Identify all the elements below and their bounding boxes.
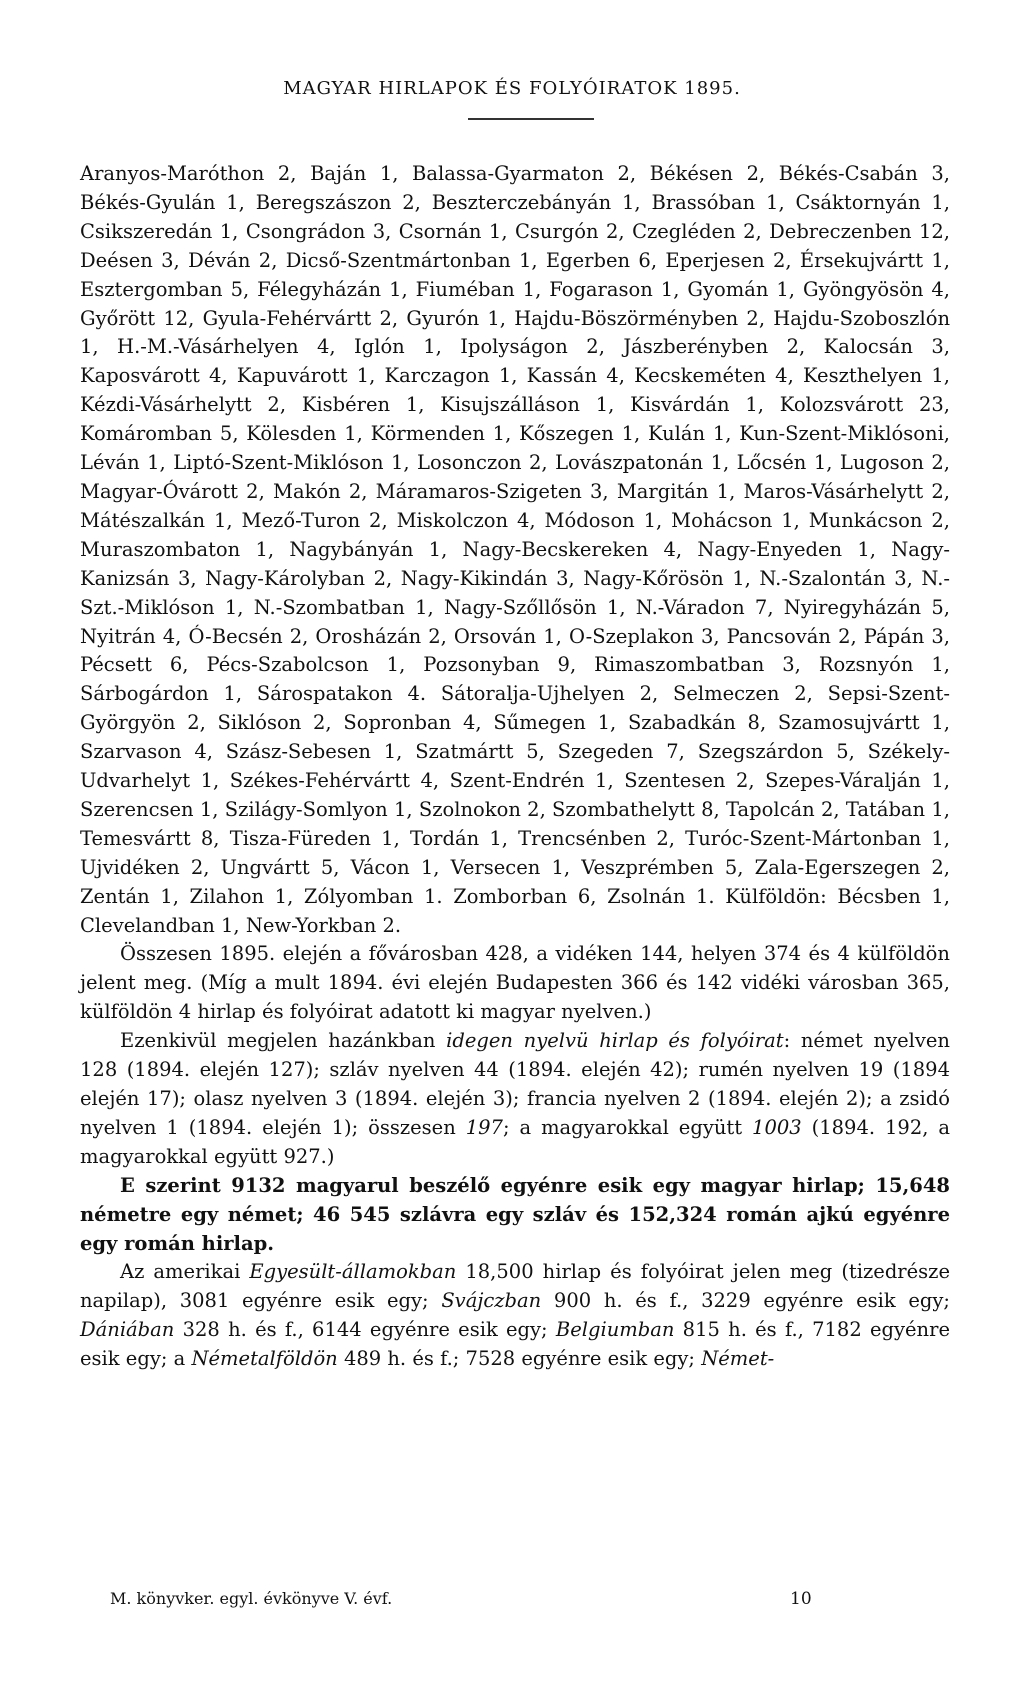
running-header: MAGYAR HIRLAPOK ÉS FOLYÓIRATOK 1895. xyxy=(283,78,741,99)
text-span: 815 h. és f., 7182 egyénre esik egy; a xyxy=(80,1318,950,1371)
italic-number: 197 xyxy=(465,1115,503,1139)
paragraph-totals: Összesen 1895. elején a fővárosban 428, a vidéken 144, helyen 374 és 4 külföldön jelent meg. (Míg a mult 1894. évi elején Budapesten 366 és 142 vidéki városban 365, külföldön 4 hirlap és folyóirat adatott ki magyar nyelven.) xyxy=(80,942,950,1024)
paragraph-city-list: Aranyos-Maróthon 2, Baján 1, Balassa-Gyarmaton 2, Békésen 2, Békés-Csabán 3, Békés-Gyulán 1, Beregszászon 2, Beszterczebányán 1, Brassóban 1, Csáktornyán 1, Csikszeredán 1, Csongrádon 3, Csornán 1, Csurgón 2, Czegléden 2, Debreczenben 12, Deésen 3, Déván 2, Dicső-Szentmártonban 1, Egerben 6, Eperjesen 2, Érsekujvártt 1, Esztergomban 5, Félegyházán 1, Fiuméban 1, Fogarason 1, Gyomán 1, Gyöngyösön 4, Győrött 12, Gyula-Fehérvártt 2, Gyurón 1, Hajdu-Böszörményben 2, Hajdu-Szoboszlón 1, H.-M.-Vásárhelyen 4, Iglón 1, Ipolyságon 2, Jászberényben 2, Kalocsán 3, Kaposvárott 4, Kapuvárott 1, Karczagon 1, Kassán 4, Kecskeméten 4, Keszthelyen 1, Kézdi-Vásárhelytt 2, Kisbéren 1, Kisujszálláson 1, Kisvárdán 1, Kolozsvárott 23, Komáromban 5, Kölesden 1, Körmenden 1, Kőszegen 1, Kulán 1, Kun-Szent-Miklósoni, Léván 1, Liptó-Szent-Miklóson 1, Losonczon 2, Lovászpatonán 1, Lőcsén 1, Lugoson 2, Magyar-Óvárott 2, Makón 2, Máramaros-Szigeten 3, Margitán 1, Maros-Vásárhelytt 2, Mátészalkán 1, Mező-Turon 2, Miskolczon 4, Módoson 1, Mohácson 1, Munkácson 2, Muraszombaton 1, Nagybányán 1, Nagy-Becskereken 4, Nagy-Enyeden 1, Nagy-Kanizsán 3, Nagy-Károlyban 2, Nagy-Kikindán 3, Nagy-Kőrösön 1, N.-Szalontán 3, N.-Szt.-Miklóson 1, N.-Szombatban 1, Nagy-Szőllősön 1, N.-Váradon 7, Nyiregyházán 5, Nyitrán 4, Ó-Becsén 2, Orosházán 2, Orsován 1, O-Szeplakon 3, Pancsován 2, Pápán 3, Pécsett 6, Pécs-Szabolcson 1, Pozsonyban 9, Rimaszombatban 3, Rozsnyón 1, Sárbogárdon 1, Sárospatakon 4. Sátoralja-Ujhelyen 2, Selmeczen 2, Sepsi-Szent-Györgyön 2, Siklóson 2, Sopronban 4, Sűmegen 1, Szabadkán 8, Szamosujvártt 1, Szarvason 4, Szász-Sebesen 1, Szatmártt 5, Szegeden 7, Szegszárdon 5, Székely-Udvarhelyt 1, Székes-Fehérvártt 4, Szent-Endrén 1, Szentesen 2, Szepes-Váralján 1, Szerencsen 1, Szilágy-Somlyon 1, Szolnokon 2, Szombathelytt 8, Tapolcán 2, Tatában 1, Temesvártt 8, Tisza-Füreden 1, Tordán 1, Trencsénben 2, Turóc-Szent-Mártonban 1, Ujvidéken 2, Ungvártt 5, Vácon 1, Versecen 1, Veszprémben 5, Zala-Egerszegen 2, Zentán 1, Zilahon 1, Zólyomban 1. Zomborban 6, Zsolnán 1. Külföldön: Bécsben 1, Clevelandban 1, New-Yorkban 2. xyxy=(80,162,950,937)
text-span: : német nyelven 128 (1894. elején 127); szláv nyelven 44 (1894. elején 42); rumén nyelven 19 (1894 elején 17); olasz nyelven 3 (1894. elején 3); francia nyelven 2 (1894. elején 2); a zsidó nyelven 1 (1894. elején 1); összesen xyxy=(80,1029,950,1139)
paragraph-foreign-language xyxy=(80,1027,950,1172)
text-span: (1894. 192, a magyarokkal együtt 927.) xyxy=(80,1115,950,1168)
italic-country: Németalföldön xyxy=(191,1347,338,1371)
italic-phrase: idegen nyelvü hirlap és folyóirat xyxy=(446,1029,784,1053)
header-rule xyxy=(468,118,594,120)
text-span: Ezenkivül megjelen hazánkban xyxy=(120,1029,447,1053)
paragraph-per-capita: E szerint 9132 magyarul beszélő egyénre esik egy magyar hirlap; 15,648 németre egy német; 46 545 szlávra egy szláv és 152,324 román ajkú egyénre egy román hirlap. xyxy=(80,1173,950,1255)
italic-country: Svájczban xyxy=(441,1289,542,1313)
text-span: 328 h. és f., 6144 egyénre esik egy; xyxy=(174,1318,556,1342)
text-span: 18,500 hirlap és folyóirat jelen meg (tizedrésze napilap), 3081 egyénre esik egy; xyxy=(80,1260,950,1313)
paragraph-international xyxy=(80,1258,950,1374)
italic-country: Német- xyxy=(701,1347,775,1371)
page-number: 10 xyxy=(790,1589,812,1609)
body-text xyxy=(80,160,950,1374)
text-span: 900 h. és f., 3229 egyénre esik egy; xyxy=(541,1289,950,1313)
italic-country: Egyesült-államokban xyxy=(249,1260,457,1284)
footer-text: M. könyvker. egyl. évkönyve V. évf. xyxy=(110,1589,393,1608)
italic-country: Belgiumban xyxy=(555,1318,675,1342)
italic-country: Dániában xyxy=(80,1318,175,1342)
text-span: Az amerikai xyxy=(120,1260,250,1284)
text-span: ; a magyarokkal együtt xyxy=(502,1115,753,1139)
text-span: 489 h. és f.; 7528 egyénre esik egy; xyxy=(337,1347,702,1371)
italic-number: 1003 xyxy=(752,1115,802,1139)
